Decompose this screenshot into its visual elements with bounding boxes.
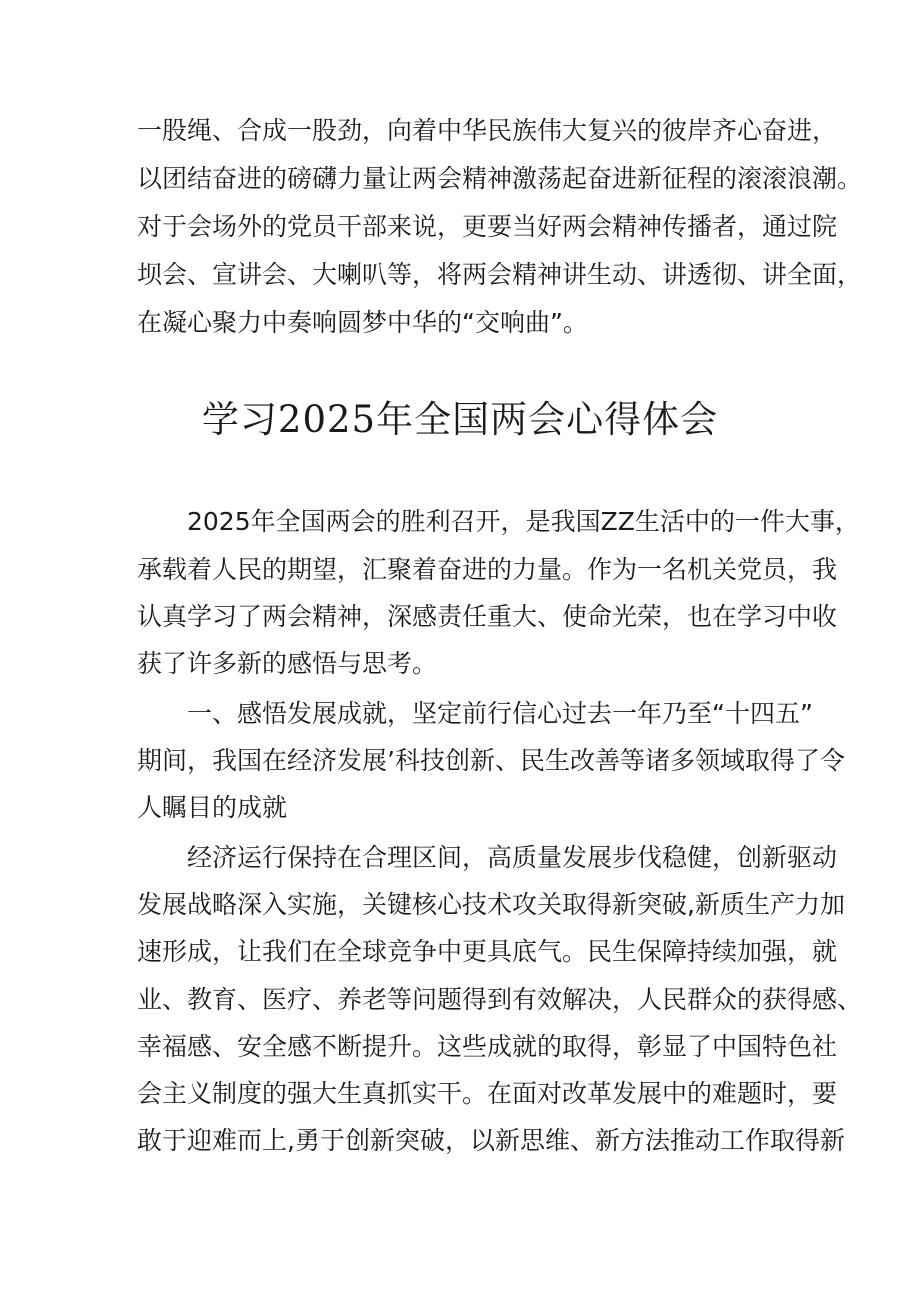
text-line: 业、教育、医疗、养老等问题得到有效解决，人民群众的获得感、 bbox=[137, 985, 863, 1014]
text-line: 2025年全国两会的胜利召开，是我国ZZ生活中的一件大事， bbox=[187, 507, 860, 536]
text-line: 一股绳、合成一股劲，向着中华民族伟大复兴的彼岸齐心奋进， bbox=[137, 116, 838, 145]
text-line: 一、感悟发展成就，坚定前行信心过去一年乃至“十四五” bbox=[187, 699, 813, 728]
text-line: 幸福感、安全感不断提升。这些成就的取得，彰显了中国特色社 bbox=[137, 1032, 838, 1061]
text-line: 速形成，让我们在全球竞争中更具底气。民生保障持续加强，就 bbox=[137, 937, 838, 966]
document-title: 学习2025年全国两会心得体会 bbox=[201, 398, 719, 441]
text-line: 承载着人民的期望，汇聚着奋进的力量。作为一名机关党员，我 bbox=[137, 555, 838, 584]
text-line: 对于会场外的党员干部来说，更要当好两会精神传播者，通过院 bbox=[137, 212, 838, 241]
text-line: 人瞩目的成就 bbox=[137, 793, 288, 822]
text-line: 发展战略深入实施，关键核心技术攻关取得新突破,新质生产力加 bbox=[137, 890, 845, 919]
text-line: 会主义制度的强大生真抓实干。在面对改革发展中的难题时，要 bbox=[137, 1079, 838, 1108]
text-line: 坝会、宣讲会、大喇叭等，将两会精神讲生动、讲透彻、讲全面， bbox=[137, 260, 863, 289]
text-line: 经济运行保持在合理区间，高质量发展步伐稳健，创新驱动 bbox=[187, 843, 838, 872]
text-line: 敢于迎难而上,勇于创新突破，以新思维、新方法推动工作取得新 bbox=[137, 1126, 845, 1155]
text-line: 在凝心聚力中奏响圆梦中华的“交响曲”。 bbox=[137, 308, 588, 337]
text-line: 认真学习了两会精神，深感责任重大、使命光荣，也在学习中收 bbox=[137, 602, 838, 631]
text-line: 期间，我国在经济发展’科技创新、民生改善等诸多领域取得了令 bbox=[137, 746, 845, 775]
text-line: 以团结奋进的磅礴力量让两会精神激荡起奋进新征程的滚滚浪潮。 bbox=[137, 164, 863, 193]
text-line: 获了许多新的感悟与思考。 bbox=[137, 649, 438, 678]
